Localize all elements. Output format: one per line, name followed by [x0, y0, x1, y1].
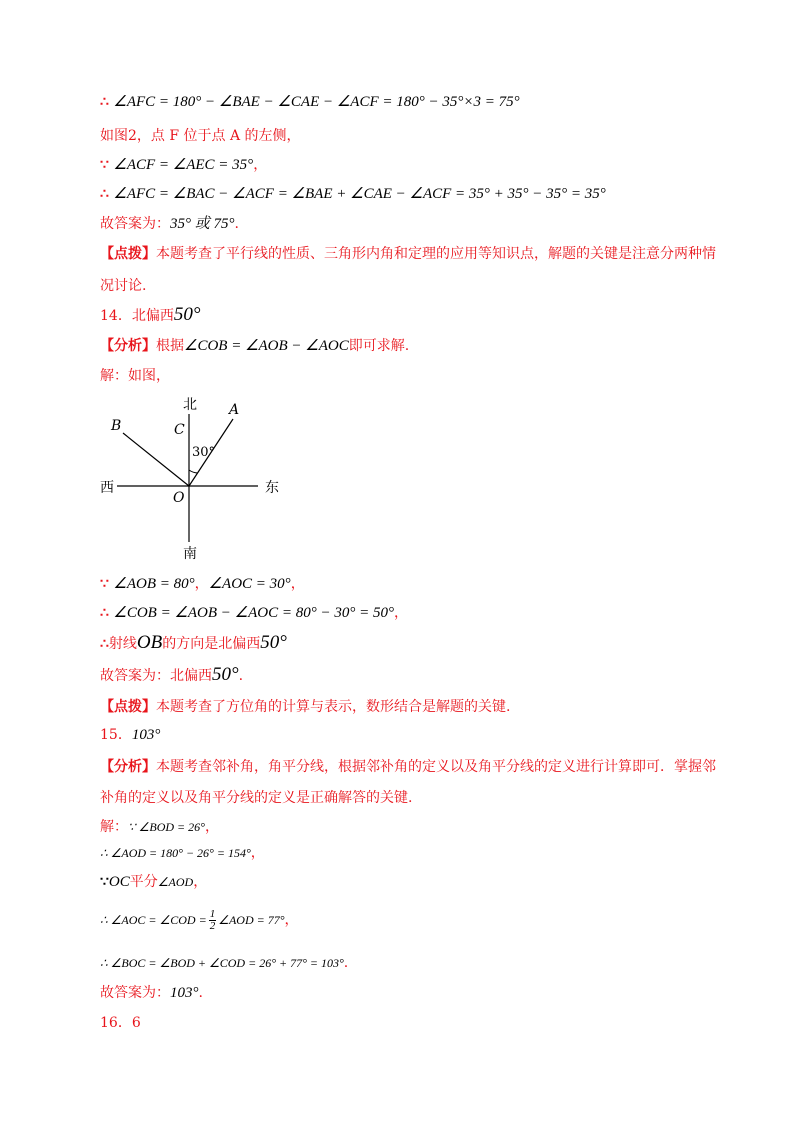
- answer-value: 35° 或 75°: [170, 216, 235, 232]
- equation: ∠AFC = 180° − ∠BAE − ∠CAE − ∠ACF = 180° − 35°×3 = 75°: [113, 94, 520, 110]
- text: 如图2，点 F 位于点 A 的左侧，: [100, 128, 301, 144]
- equation-prefix: ∴ ∠AOC = ∠COD =: [100, 913, 207, 927]
- label-C: C: [174, 422, 185, 438]
- because-symbol: ∵: [100, 157, 109, 173]
- therefore-symbol: ∴: [100, 186, 109, 202]
- text: 的方向是北偏西: [162, 636, 261, 652]
- line-20: [100, 906, 299, 934]
- equation: ∠AFC = ∠BAC − ∠ACF = ∠BAE + ∠CAE − ∠ACF = 35° + 35° − 35° = 35°: [113, 186, 606, 202]
- line-19: [100, 872, 207, 892]
- line-8: [100, 336, 409, 356]
- question-number: 14．: [100, 308, 132, 324]
- analysis-label: 【分析】: [100, 759, 156, 775]
- direction-figure: [95, 392, 315, 567]
- question-16-answer: [100, 1013, 141, 1033]
- label-angle: 30°: [192, 445, 216, 460]
- text: 射线: [108, 636, 137, 652]
- separator: ，: [194, 576, 209, 592]
- analysis-text: 本题考查邻补角，角平分线，根据邻补角的定义以及角平分线的定义进行计算即可．掌握邻: [156, 759, 716, 775]
- line-17: [100, 817, 219, 837]
- punct: ，: [253, 157, 268, 173]
- text: 即可求解.: [348, 338, 410, 354]
- line-5: [100, 214, 239, 234]
- line-14: [100, 697, 510, 717]
- question-number: 15．: [100, 727, 132, 743]
- line-10: [100, 574, 305, 594]
- solution-label: 解：: [100, 819, 128, 835]
- ray-name: OB: [136, 632, 163, 653]
- label-west: 西: [100, 480, 114, 496]
- solution-label: 解：如图，: [100, 368, 170, 384]
- therefore-symbol: ∴: [100, 94, 109, 110]
- line-11: [100, 603, 408, 623]
- analysis-text-cont: 补角的定义以及角平分线的定义是正确解答的关键.: [100, 790, 413, 806]
- equation: ∠COB = ∠AOB − ∠AOC: [184, 338, 349, 354]
- punct: ，: [393, 605, 408, 621]
- equation-2: ∠AOC = 30°: [208, 576, 291, 592]
- punct: .: [198, 985, 203, 1001]
- numerator: 1: [209, 907, 216, 920]
- comment-text: 本题考查了方位角的计算与表示，数形结合是解题的关键.: [156, 699, 511, 715]
- because-symbol: ∵: [100, 874, 109, 890]
- label-south: 南: [183, 546, 197, 562]
- ray-name: OC: [108, 874, 130, 890]
- line-4: [100, 184, 606, 204]
- answer-label: 故答案为：: [100, 985, 170, 1001]
- text: 平分: [129, 874, 158, 890]
- angle-value: 50°: [260, 632, 287, 653]
- answer-label: 故答案为：北偏西: [100, 668, 212, 684]
- denominator: 2: [209, 919, 216, 932]
- answer-value: 50°: [212, 664, 239, 685]
- therefore-symbol: ∴: [100, 605, 109, 621]
- line-18: [100, 843, 265, 863]
- comment-label: 【点拨】: [100, 699, 156, 715]
- question-15-answer: [100, 725, 160, 745]
- line-21: [100, 953, 348, 973]
- line-13: [100, 665, 243, 686]
- line-15: [100, 757, 716, 777]
- line-9: [100, 366, 170, 386]
- answer-label: 故答案为：: [100, 216, 170, 232]
- answer-text: 北偏西: [131, 308, 174, 324]
- label-B: B: [111, 418, 122, 434]
- line-16: [100, 788, 412, 808]
- question-14-answer: [100, 305, 200, 326]
- punct: .: [343, 955, 349, 971]
- comment-label: 【点拨】: [100, 246, 156, 262]
- answer-value: 103°: [170, 985, 199, 1001]
- punct: ，: [250, 845, 265, 861]
- because-symbol: ∵: [100, 576, 109, 592]
- comment-text-cont: 况讨论.: [100, 278, 147, 294]
- line-1: [100, 92, 520, 112]
- equation: ∠ACF = ∠AEC = 35°: [113, 157, 254, 173]
- punct: .: [238, 668, 244, 684]
- equation: ∴ ∠AOD = 180° − 26° = 154°: [100, 846, 251, 860]
- text: 根据: [156, 338, 184, 354]
- equation: ∵ ∠BOD = 26°: [128, 820, 205, 834]
- punct: .: [234, 216, 239, 232]
- line-22: [100, 983, 203, 1003]
- punct: ，: [284, 912, 299, 928]
- line-2: [100, 126, 301, 146]
- label-A: A: [229, 402, 240, 418]
- fraction-one-half: [209, 909, 217, 932]
- answer-value: 103°: [131, 727, 161, 743]
- line-3: [100, 155, 267, 175]
- line-12: [100, 633, 287, 654]
- comment-text: 本题考查了平行线的性质、三角形内角和定理的应用等知识点，解题的关键是注意分两种情: [156, 246, 716, 262]
- label-north: 北: [183, 397, 197, 413]
- equation-1: ∠AOB = 80°: [113, 576, 195, 592]
- line-6: [100, 244, 716, 264]
- line-7: [100, 276, 146, 296]
- equation: ∠COB = ∠AOB − ∠AOC = 80° − 30° = 50°: [113, 605, 394, 621]
- punct: ，: [204, 819, 219, 835]
- angle-arc: [189, 470, 198, 473]
- equation: ∴ ∠BOC = ∠BOD + ∠COD = 26° + 77° = 103°: [100, 956, 344, 970]
- angle-name: ∠AOD: [157, 875, 194, 889]
- label-O: O: [173, 490, 185, 506]
- question-number-answer: 16．6: [100, 1015, 141, 1031]
- label-east: 东: [265, 480, 279, 496]
- answer-value: 50°: [173, 304, 201, 325]
- analysis-label: 【分析】: [100, 338, 156, 354]
- therefore-symbol: ∴: [100, 636, 109, 652]
- punct: ，: [290, 576, 305, 592]
- equation-suffix: ∠AOD = 77°: [218, 913, 285, 927]
- punct: ，: [193, 874, 208, 890]
- ray-OB: [123, 433, 189, 486]
